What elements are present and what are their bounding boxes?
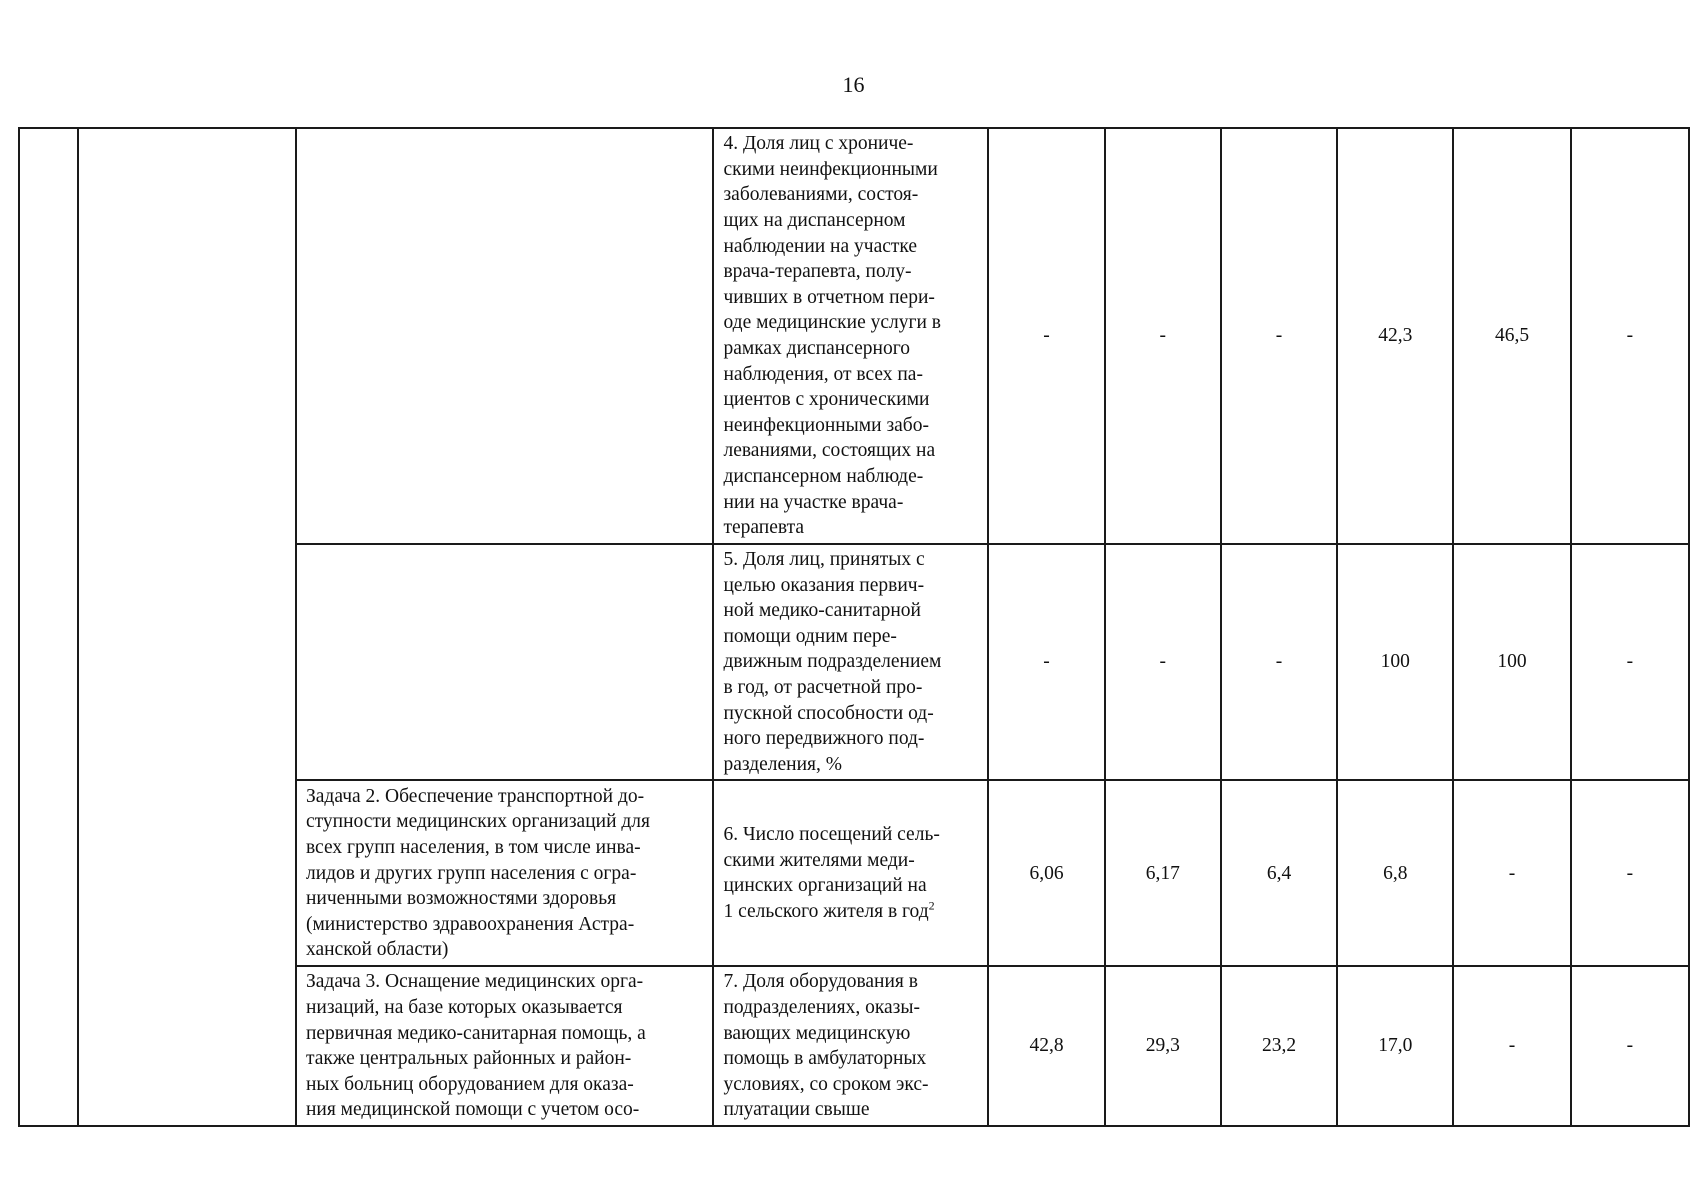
value-cell: - bbox=[1571, 128, 1689, 544]
value-cell: 6,4 bbox=[1221, 780, 1337, 966]
indicator-text-line: наблюдении на участке bbox=[723, 235, 918, 257]
value-cell: 29,3 bbox=[1105, 966, 1221, 1126]
task-text-line: ханской области) bbox=[305, 939, 449, 961]
value-cell: 100 bbox=[1453, 544, 1570, 780]
indicator-cell bbox=[713, 780, 988, 966]
indicator-text-line: диспансерном наблюде- bbox=[723, 465, 924, 487]
value-cell: 17,0 bbox=[1337, 966, 1453, 1126]
page-number: 16 bbox=[842, 72, 865, 97]
task-text-line: также центральных районных и район- bbox=[305, 1048, 632, 1070]
value-cell: - bbox=[1571, 544, 1689, 780]
table-body bbox=[19, 128, 1689, 1126]
indicator-text-line: 6. Число посещений сель- bbox=[723, 824, 940, 846]
indicator-text-line: неинфекционными забо- bbox=[723, 414, 929, 436]
value-cell: - bbox=[1571, 966, 1689, 1126]
indicator-text-line: помощи одним пере- bbox=[723, 625, 897, 647]
indicator-text-line: врача-терапевта, полу- bbox=[723, 261, 912, 283]
indicator-text-line: подразделениях, оказы- bbox=[723, 996, 920, 1018]
task-text-line: низаций, на базе которых оказывается bbox=[305, 996, 623, 1018]
indicator-cell bbox=[713, 966, 988, 1126]
task-cell bbox=[296, 544, 714, 780]
number-cell bbox=[19, 128, 78, 1126]
footnote-marker: 2 bbox=[928, 898, 935, 913]
task-text-line: ных больниц оборудованием для оказа- bbox=[305, 1073, 634, 1095]
value-cell: 100 bbox=[1337, 544, 1453, 780]
indicator-text-line: пускной способности од- bbox=[723, 702, 934, 724]
indicator-text-line: ной медико-санитарной bbox=[723, 600, 921, 622]
indicator-text-line: рамках диспансерного bbox=[723, 338, 910, 359]
indicator-text-line: оде медицинские услуги в bbox=[723, 312, 942, 334]
value-cell: 6,17 bbox=[1105, 780, 1221, 966]
indicator-cell bbox=[713, 128, 988, 544]
indicator-text-line: леваниями, состоящих на bbox=[723, 440, 936, 462]
indicator-text-line: вающих медицинскую bbox=[723, 1022, 911, 1044]
indicator-text-line: в год, от расчетной про- bbox=[723, 676, 923, 698]
indicator-text-line: условиях, со сроком экс- bbox=[723, 1073, 929, 1095]
value-cell: 6,8 bbox=[1337, 780, 1453, 966]
task-text-line: Задача 3. Оснащение медицинских орга- bbox=[305, 971, 644, 993]
indicator-text-line: разделения, % bbox=[723, 753, 843, 775]
value-cell: - bbox=[1453, 780, 1570, 966]
task-text-line: Задача 2. Обеспечение транспортной до- bbox=[305, 785, 645, 807]
indicator-text-line: плуатации свыше bbox=[723, 1099, 870, 1121]
task-text-line: ния медицинской помощи с учетом осо- bbox=[305, 1099, 640, 1121]
indicator-text-line: 1 сельского жителя в год$^2$ bbox=[723, 898, 935, 922]
task-cell bbox=[296, 780, 714, 966]
indicator-text-line: наблюдения, от всех па- bbox=[723, 363, 923, 385]
indicator-text-line: движным подразделением bbox=[723, 651, 942, 673]
value-cell: 46,5 bbox=[1453, 128, 1570, 544]
indicator-text-line: скими жителями меди- bbox=[723, 849, 915, 871]
value-cell: 42,8 bbox=[988, 966, 1104, 1126]
indicator-text-line: чивших в отчетном пери- bbox=[723, 286, 935, 308]
indicator-text-line: циентов с хроническими bbox=[723, 389, 930, 411]
value-cell: - bbox=[1221, 544, 1337, 780]
table-row bbox=[19, 128, 1689, 544]
value-cell: - bbox=[1105, 128, 1221, 544]
value-cell: - bbox=[1105, 544, 1221, 780]
task-text-line: (министерство здравоохранения Астра- bbox=[305, 913, 635, 935]
value-cell: 23,2 bbox=[1221, 966, 1337, 1126]
indicator-text-line: 5. Доля лиц, принятых с bbox=[723, 549, 925, 570]
indicator-text-line: скими неинфекционными bbox=[723, 158, 938, 180]
value-cell: 6,06 bbox=[988, 780, 1104, 966]
indicators-table bbox=[18, 127, 1690, 1127]
value-cell: - bbox=[1453, 966, 1570, 1126]
task-text-line: ступности медицинских организаций для bbox=[305, 811, 651, 833]
task-text-line: лидов и других групп населения с огра- bbox=[305, 862, 637, 884]
task-text-line: ниченными возможностями здоровья bbox=[305, 888, 617, 910]
value-cell: 42,3 bbox=[1337, 128, 1453, 544]
indicator-text-line: 7. Доля оборудования в bbox=[723, 971, 918, 993]
value-cell: - bbox=[988, 128, 1104, 544]
indicator-cell bbox=[713, 544, 988, 780]
indicator-text-line: 4. Доля лиц с хрониче- bbox=[723, 133, 914, 155]
indicator-text-line: цинских организаций на bbox=[723, 875, 927, 897]
indicator-text-line: щих на диспансерном bbox=[723, 210, 906, 232]
value-cell: - bbox=[988, 544, 1104, 780]
task-cell bbox=[296, 128, 714, 544]
indicator-text-line: заболеваниями, состоя- bbox=[723, 184, 919, 206]
task-cell bbox=[296, 966, 714, 1126]
indicator-text-line: ного передвижного под- bbox=[723, 728, 925, 750]
indicator-text-line: нии на участке врача- bbox=[723, 491, 904, 513]
indicator-text-line: помощь в амбулаторных bbox=[723, 1048, 927, 1070]
task-text-line: всех групп населения, в том числе инва- bbox=[305, 836, 641, 858]
value-cell: - bbox=[1221, 128, 1337, 544]
value-cell: - bbox=[1571, 780, 1689, 966]
indicator-text-line: терапевта bbox=[723, 517, 805, 539]
indicator-text-line: целью оказания первич- bbox=[723, 574, 925, 596]
task-text-line: первичная медико-санитарная помощь, а bbox=[305, 1022, 646, 1044]
goal-cell bbox=[78, 128, 296, 1126]
